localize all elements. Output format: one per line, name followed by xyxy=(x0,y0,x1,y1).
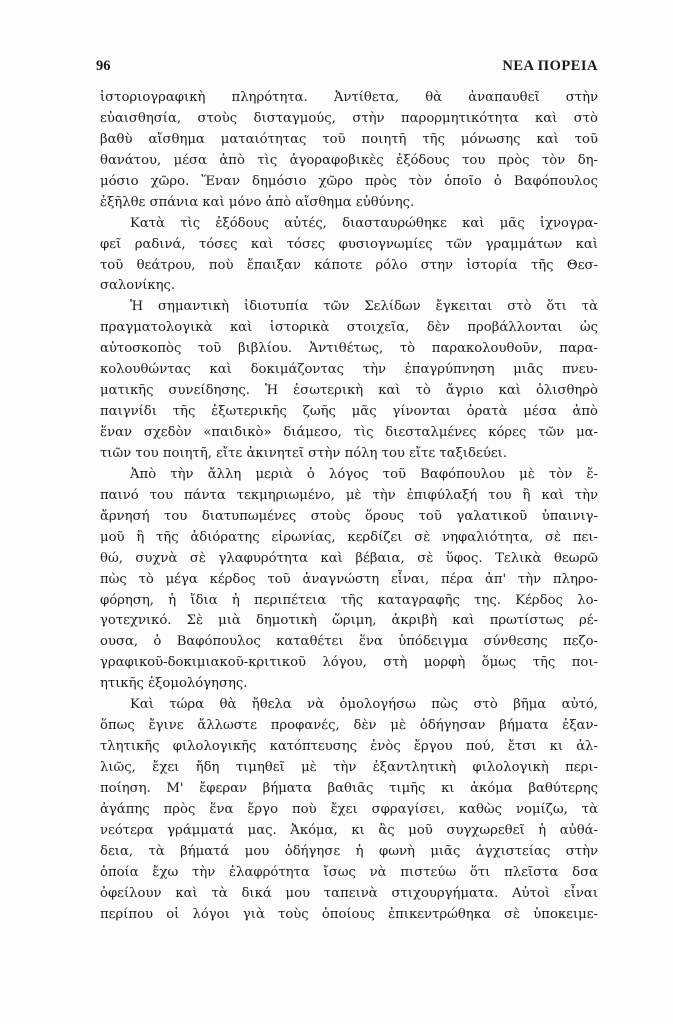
text-line: Καὶ τώρα θὰ ἤθελα νὰ ὁμολογήσω πὼς στὸ βῆμα αὐτό, xyxy=(130,697,598,713)
text-line: ἕναν σχεδὸν «παιδικὸ» διάμεσο, τὶς διεσταλμένες κόρες τῶν μα- xyxy=(100,425,598,440)
text-line: νεότερα γράμματά μας. Ἀκόμα, κι ἂς μοῦ συγχωρεθεῖ ἡ αὐθά- xyxy=(100,822,598,838)
page-header xyxy=(96,58,598,78)
text-line: ὅπως ἔγινε ἄλλωστε προφανές, δὲν μὲ ὁδήγησαν βήματα ἐξαν- xyxy=(100,718,598,734)
text-line: Ἀπὸ τὴν ἄλλη μεριὰ ὁ λόγος τοῦ Βαφόπουλου μὲ τὸν ἔ- xyxy=(130,466,598,482)
text-line: ὁποία ἔχω τὴν ἐλαφρότητα ἴσως νὰ πιστεύω ὅτι πλεῖστα δσα xyxy=(100,864,598,880)
text-line: σαλονίκης. xyxy=(100,278,176,294)
page-number: 96 xyxy=(96,58,111,74)
text-line: ματικῆς συνείδησης. Ἡ ἐσωτερικὴ καὶ τὸ ἄγριο καὶ ὀλισθηρὸ xyxy=(100,383,598,399)
text-line: κολουθώντας καὶ δοκιμάζοντας τὴν ἐπαγρύπνηση μιᾶς πνευ- xyxy=(100,362,598,378)
text-line: δεια, τὰ βήματά μου ὁδήγησε ἡ φωνὴ μιᾶς ἀγχιστείας στὴν xyxy=(100,843,598,859)
text-line: γραφικοῦ-δοκιμιακοῦ-κριτικοῦ λόγου, στὴ μορφὴ ὅμως τῆς ποι- xyxy=(100,655,598,671)
text-line: βαθὺ αἴσθημα ματαιότητας τοῦ ποιητῆ τῆς μόνωσης καὶ τοῦ xyxy=(100,131,598,147)
text-line: ἱστοριογραφικὴ πληρότητα. Ἀντίθετα, θὰ ἀναπαυθεῖ στὴν xyxy=(100,90,598,105)
text-line: μοῦ ἢ τῆς ἀδιόρατης εἰρωνίας, κερδίζει σὲ νηφαλιότητα, σὲ πει- xyxy=(100,529,598,545)
text-line: τιῶν του ποιητῆ, εἴτε ἀκινητεῖ στὴν πόλη του εἴτε ταξιδεύει. xyxy=(100,445,508,461)
text-line: πὼς τὸ μέγα κέρδος τοῦ ἀναγνώστη εἶναι, πέρα ἀπ' τὴν πληρο- xyxy=(100,571,598,587)
text-line: Κατὰ τὶς ἐξόδους αὐτές, διασταυρώθηκε καὶ μᾶς ἰχνογρα- xyxy=(130,215,598,231)
text-line: μόσιο χῶρο. Ἕναν δημόσιο χῶρο πρὸς τὸν ὁποῖο ὁ Βαφόπουλος xyxy=(100,173,598,189)
text-line: γοτεχνικό. Σὲ μιὰ δημοτικὴ ὥριμη, ἀκριβὴ καὶ πρωτίστως ρέ- xyxy=(100,613,598,629)
text-line: αὐτοσκοπὸς τοῦ βιβλίου. Ἀντιθέτως, τὸ παρακολουθοῦν, παρα- xyxy=(100,341,598,357)
text-line: πραγματολογικὰ καὶ ἱστορικὰ στοιχεῖα, δὲν προβάλλονται ὡς xyxy=(100,320,598,336)
text-line: ουσα, ὁ Βαφόπουλος καταθέτει ἕνα ὑπόδειγμα σύνθεσης πεζο- xyxy=(100,634,598,650)
running-title: ΝΕΑ ΠΟΡΕΙΑ xyxy=(502,58,598,74)
text-line: Ἡ σημαντικὴ ἰδιοτυπία τῶν Σελίδων ἔγκειται στὸ ὅτι τὰ xyxy=(130,299,598,315)
text-line: ἀγάπης πρὸς ἕνα ἔργο ποὺ ἔχει σφραγίσει, καθὼς νομίζω, τὰ xyxy=(100,801,598,817)
text-line: φόρηση, ἡ ἴδια ἡ περιπέτεια τῆς καταγραφῆς της. Κέρδος λο- xyxy=(100,592,598,608)
text-line: εὐαισθησία, στοὺς δισταγμούς, στὴν παρορμητικότητα καὶ στὸ xyxy=(100,110,598,126)
text-line: ητικῆς ἐξομολόγησης. xyxy=(100,676,248,692)
text-line: λιῶς, ἔχει ἤδη τιμηθεῖ μὲ τὴν ἐξαντλητικὴ φιλολογικὴ περι- xyxy=(100,760,598,775)
body-text xyxy=(100,88,598,926)
text-line: φεῖ ραδινά, τόσες καὶ τόσες φυσιογνωμίες τῶν γραμμάτων καὶ xyxy=(100,236,598,252)
text-line: περίπου οἱ λόγοι γιὰ τοὺς ὁποίους ἐπικεντρώθηκα σὲ ὑποκειμε- xyxy=(100,906,598,922)
text-line: τοῦ θεάτρου, ποὺ ἔπαιξαν κάποτε ρόλο στην ἱστορία τῆς Θεσ- xyxy=(100,257,598,273)
text-line: παινό του πάντα τεκμηριωμένο, μὲ τὴν ἐπιφύλαξή του ἢ καὶ τὴν xyxy=(100,487,598,503)
text-line: ἄρνησή του διατυπωμένες στοὺς ὅρους τοῦ γαλατικοῦ ὑπαινιγ- xyxy=(100,508,598,524)
text-line: θανάτου, μέσα ἀπὸ τὶς ἀγοραφοβικὲς ἐξόδους του πρὸς τὸν δη- xyxy=(100,152,598,168)
text-line: ἐξῆλθε σπάνια καὶ μόνο ἀπὸ αἴσθημα εὐθύνης. xyxy=(100,194,415,210)
text-line: τλητικῆς φιλολογικῆς κατόπτευσης ἑνὸς ἔργου πού, ἔτσι κι ἀλ- xyxy=(100,739,598,755)
text-line: ποίηση. Μ' ἔφεραν βήματα βαθιᾶς τιμῆς κι ἀκόμα βαθύτερης xyxy=(100,780,598,796)
text-line: παιγνίδι τῆς ἐξωτερικῆς ζωῆς μᾶς γίνονται ὁρατὰ μέσα ἀπὸ xyxy=(100,404,598,420)
text-line: ὀφείλουν καὶ τὰ δικά μου ταπεινὰ στιχουργήματα. Αὐτοὶ εἶναι xyxy=(100,885,598,901)
text-line: θώ, συχνὰ σὲ γλαφυρότητα καὶ βέβαια, σὲ ὕφος. Τελικὰ θεωρῶ xyxy=(100,550,598,566)
